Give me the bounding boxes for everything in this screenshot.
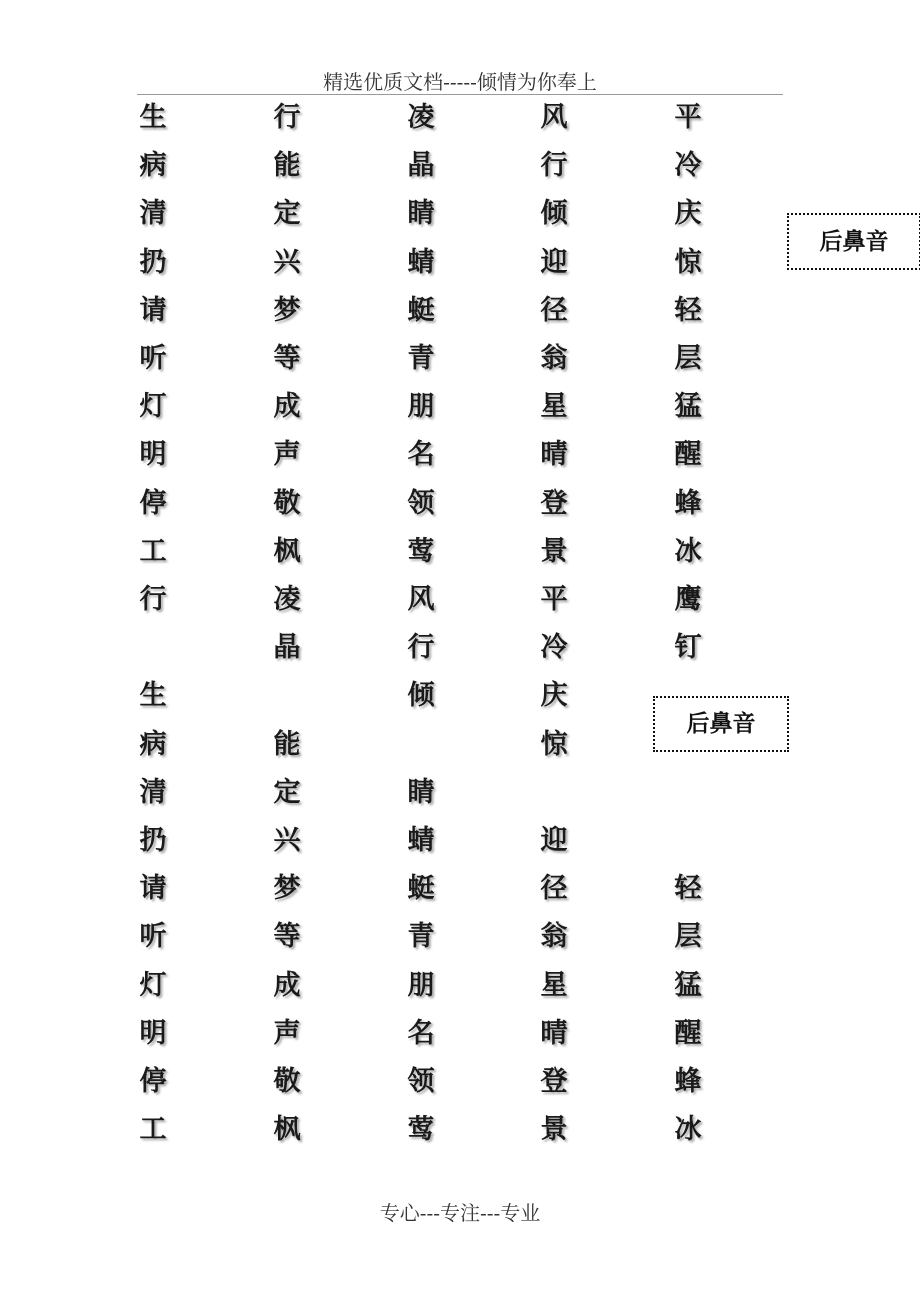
character-cell: 翁 [540,921,568,953]
character-cell: 迎 [540,246,568,278]
character-cell: 径 [540,294,568,326]
character-cell: 庆 [674,198,702,230]
character-cell: 梦 [273,294,301,326]
character-cell: 兴 [273,825,301,856]
back-nasal-label-box: 后鼻音 [653,696,789,752]
character-cell: 星 [540,969,568,1001]
character-cell: 星 [540,391,568,423]
character-cell: 景 [540,1114,568,1146]
page-footer: 专心---专注---专业 [379,1201,541,1225]
character-cell: 成 [273,969,301,1001]
character-cell: 猛 [674,969,702,1001]
character-cell: 扔 [139,825,167,856]
character-cell: 停 [139,1066,167,1097]
character-cell: 生 [139,102,167,133]
character-cell: 行 [139,584,167,615]
character-cell: 猛 [674,391,702,423]
character-cell: 迎 [540,825,568,856]
character-cell: 行 [407,632,435,664]
character-cell: 蜓 [407,873,435,905]
character-cell: 清 [139,198,167,230]
header-rule [137,94,783,95]
character-cell: 生 [139,680,167,712]
character-cell: 定 [273,198,301,230]
character-cell: 明 [139,1017,167,1049]
character-cell: 晴 [540,439,568,471]
character-cell: 径 [540,873,568,905]
character-cell: 行 [273,102,301,133]
character-cell: 鹰 [674,584,702,615]
character-cell: 蜂 [674,487,702,519]
character-cell: 名 [407,439,435,471]
character-cell: 钉 [674,632,702,664]
character-cell: 轻 [674,873,702,905]
character-cell: 名 [407,1017,435,1049]
character-cell: 冷 [674,150,702,182]
character-cell: 醒 [674,439,702,471]
character-cell: 倾 [407,680,435,712]
character-cell: 青 [407,343,435,374]
character-cell: 层 [674,343,702,374]
character-cell: 请 [139,294,167,326]
character-cell: 冰 [674,1114,702,1146]
character-cell: 凌 [273,584,301,615]
character-cell: 听 [139,343,167,374]
character-cell: 扔 [139,246,167,278]
character-cell: 清 [139,776,167,808]
character-cell: 请 [139,873,167,905]
character-cell: 蜻 [407,825,435,856]
character-cell: 睛 [407,776,435,808]
character-cell: 等 [273,921,301,953]
character-cell: 领 [407,487,435,519]
character-cell: 倾 [540,198,568,230]
character-cell: 灯 [139,391,167,423]
character-cell: 惊 [674,246,702,278]
character-cell: 蜓 [407,294,435,326]
character-cell: 景 [540,535,568,567]
character-cell: 明 [139,439,167,471]
character-cell: 青 [407,921,435,953]
character-cell: 领 [407,1066,435,1097]
character-cell: 风 [407,584,435,615]
character-cell: 能 [273,150,301,182]
character-cell: 平 [674,102,702,133]
character-cell: 枫 [273,535,301,567]
character-cell: 醒 [674,1017,702,1049]
character-cell: 听 [139,921,167,953]
character-cell: 风 [540,102,568,133]
character-cell: 梦 [273,873,301,905]
character-cell: 工 [139,535,167,567]
character-cell: 冰 [674,535,702,567]
character-cell: 朋 [407,969,435,1001]
character-cell: 晶 [407,150,435,182]
character-cell: 睛 [407,198,435,230]
character-cell: 惊 [540,728,568,760]
character-cell: 定 [273,776,301,808]
character-cell: 晴 [540,1017,568,1049]
character-cell: 行 [540,150,568,182]
character-cell: 声 [273,439,301,471]
character-cell: 登 [540,487,568,519]
character-cell: 朋 [407,391,435,423]
character-cell: 平 [540,584,568,615]
character-cell: 翁 [540,343,568,374]
character-cell: 病 [139,728,167,760]
character-cell: 登 [540,1066,568,1097]
character-cell: 工 [139,1114,167,1146]
character-cell: 声 [273,1017,301,1049]
character-cell: 冷 [540,632,568,664]
page-header: 精选优质文档-----倾情为你奉上 [323,70,597,94]
character-cell: 能 [273,728,301,760]
character-cell: 蜻 [407,246,435,278]
character-cell: 等 [273,343,301,374]
character-cell: 病 [139,150,167,182]
character-cell: 轻 [674,294,702,326]
back-nasal-label-box: 后鼻音 [787,213,920,270]
character-cell: 晶 [273,632,301,664]
character-cell: 莺 [407,1114,435,1146]
character-cell: 灯 [139,969,167,1001]
character-cell: 蜂 [674,1066,702,1097]
character-cell: 庆 [540,680,568,712]
character-cell: 层 [674,921,702,953]
character-cell: 莺 [407,535,435,567]
character-cell: 敬 [273,1066,301,1097]
character-cell: 凌 [407,102,435,133]
character-cell: 敬 [273,487,301,519]
character-cell: 枫 [273,1114,301,1146]
character-cell: 成 [273,391,301,423]
character-cell: 停 [139,487,167,519]
character-cell: 兴 [273,246,301,278]
